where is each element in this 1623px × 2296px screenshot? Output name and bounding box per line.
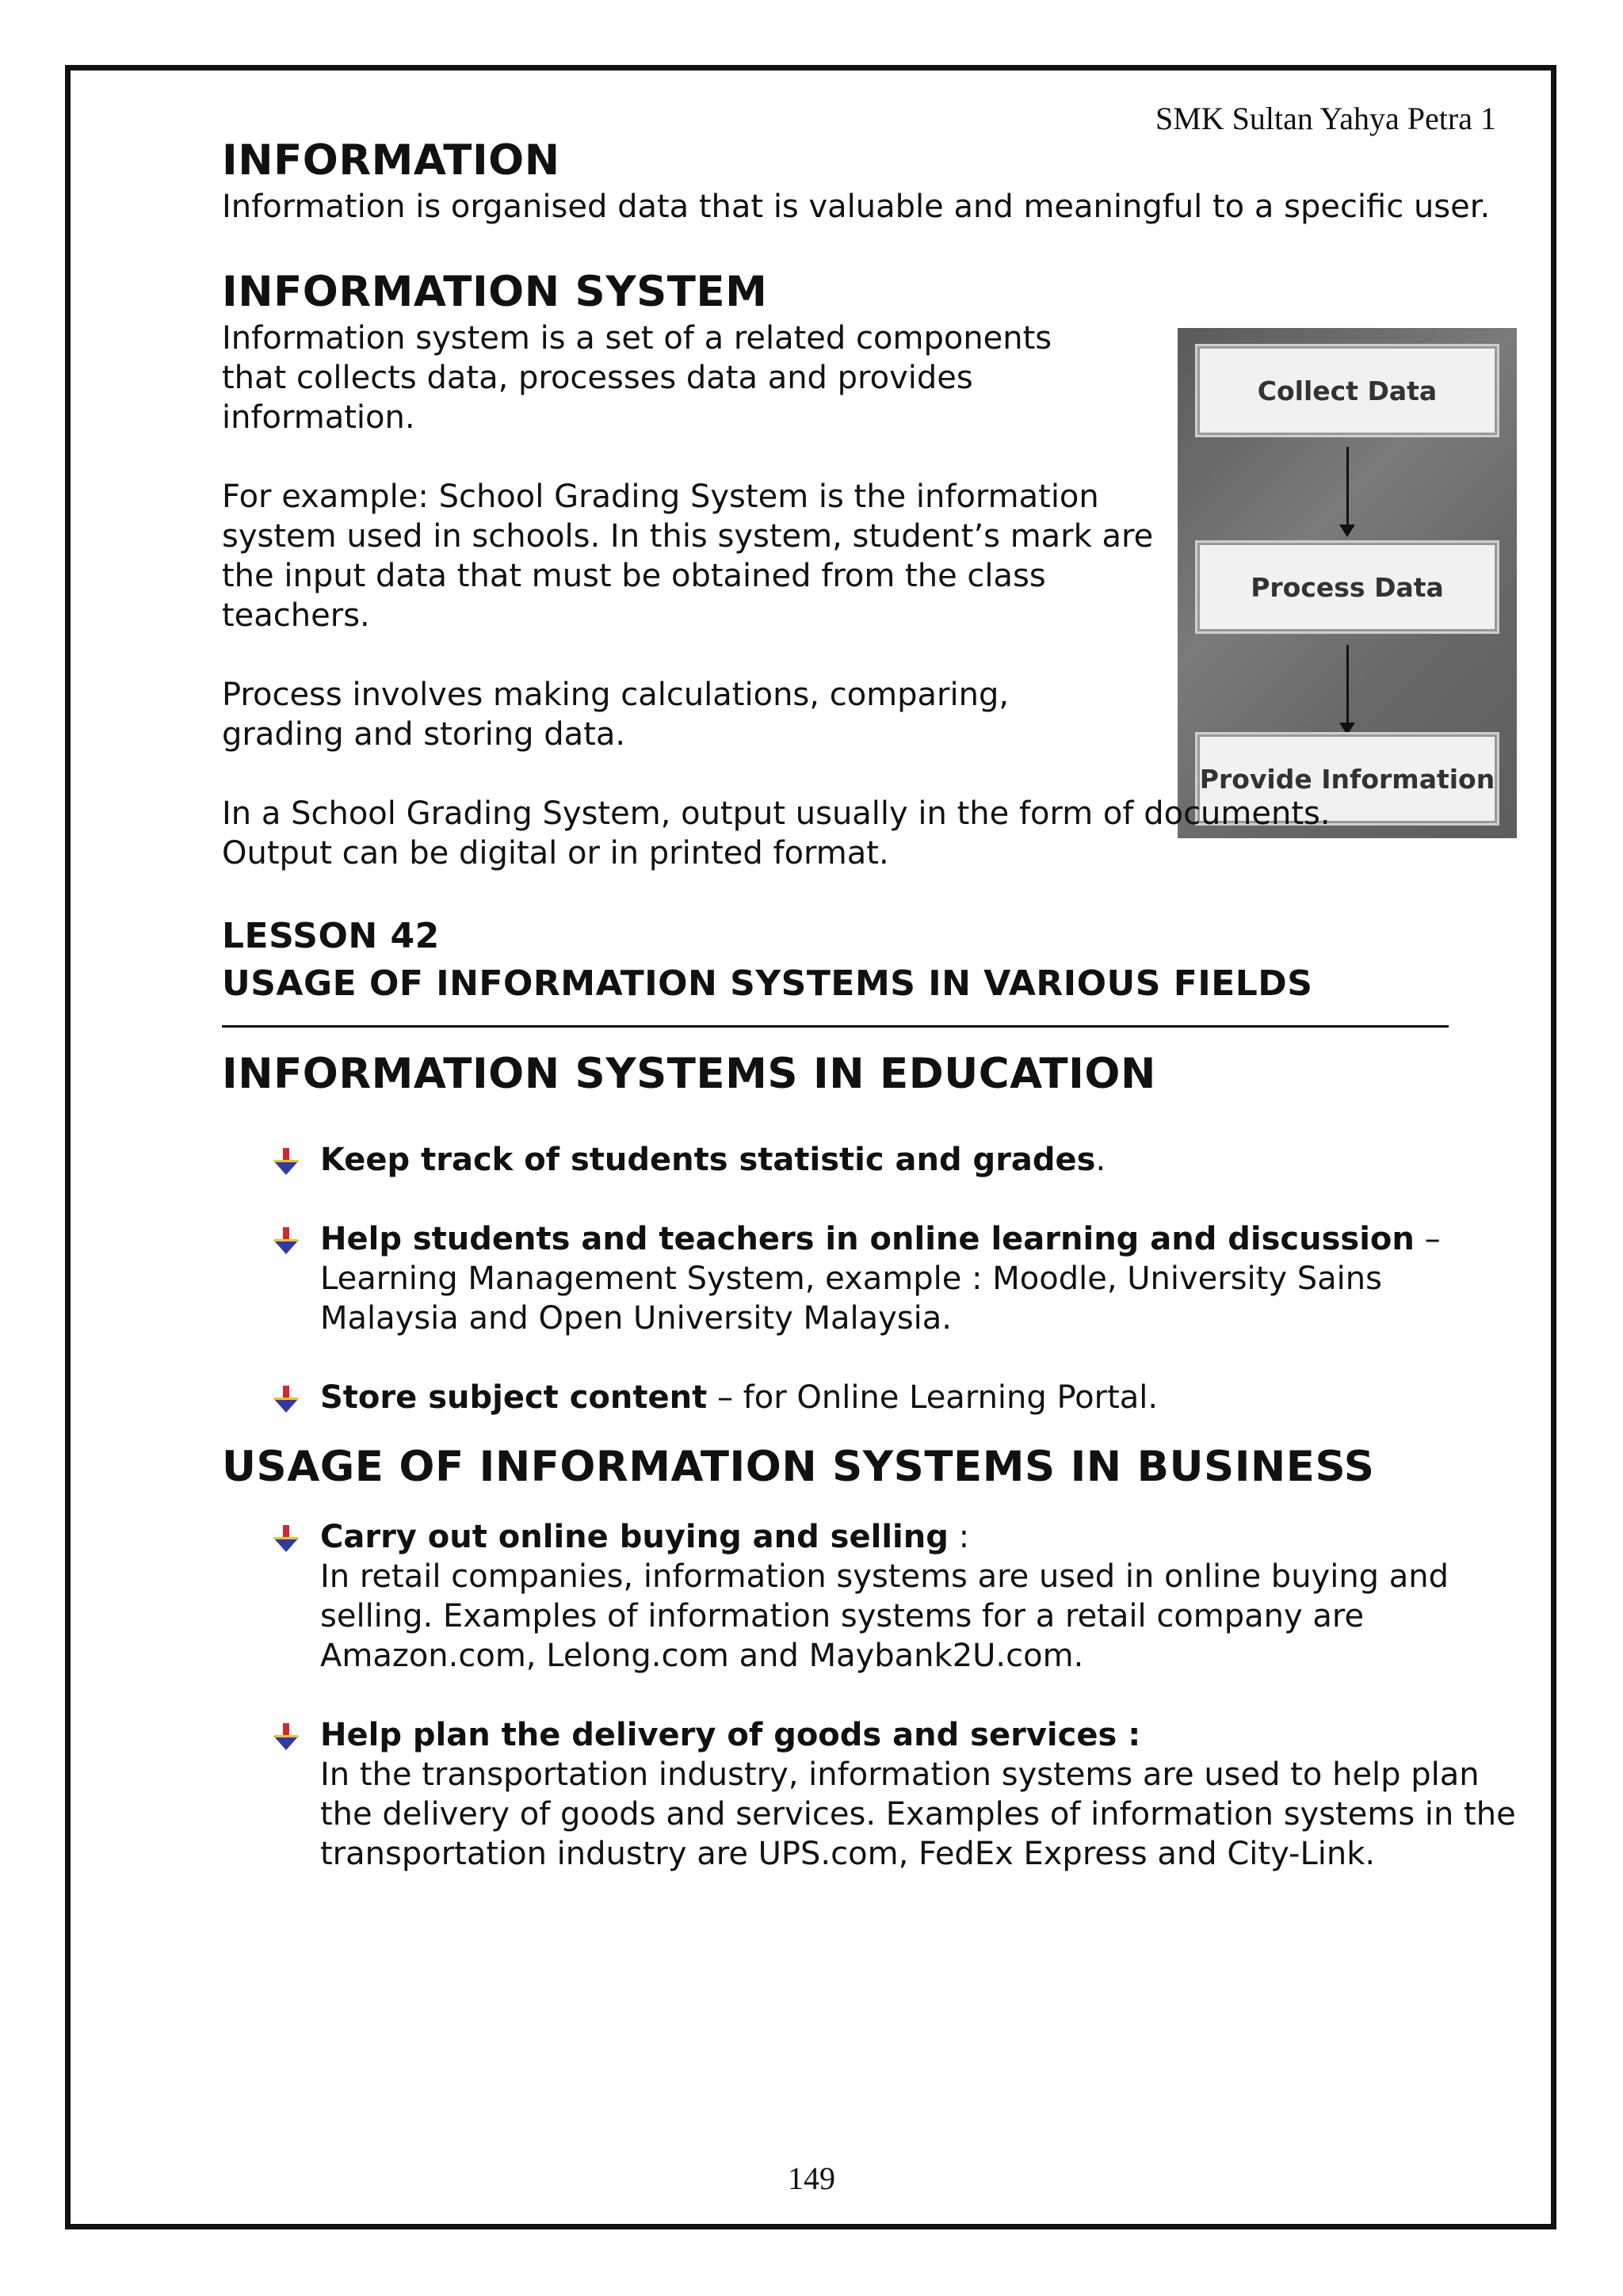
list-item bbox=[269, 1140, 1522, 1180]
lesson-title: USAGE OF INFORMATION SYSTEMS IN VARIOUS FIELDS bbox=[222, 963, 1313, 1004]
bullet-arrow-icon bbox=[269, 1720, 303, 1753]
business-item-2-body: In the transportation industry, information systems are used to help plan the delivery of goods and services. Examples of information systems in the transportation industry are UPS.com, FedEx Express and City-Link. bbox=[320, 1756, 1516, 1872]
bullet-arrow-icon bbox=[269, 1522, 303, 1555]
process-description: Process involves making calculations, comparing, grading and storing data. bbox=[222, 677, 1010, 753]
education-item-3-rest: – for Online Learning Portal. bbox=[707, 1379, 1159, 1416]
list-item bbox=[269, 1378, 1522, 1417]
lesson-number: LESSON 42 bbox=[222, 916, 440, 956]
business-heading: USAGE OF INFORMATION SYSTEMS IN BUSINESS bbox=[222, 1443, 1375, 1491]
output-description: In a School Grading System, output usually in the form of documents. Output can be digital or in printed format. bbox=[222, 795, 1331, 871]
school-grading-example: For example: School Grading System is the information system used in schools. In this system, student’s mark are the input data that must be obtained from the class teachers. bbox=[222, 479, 1154, 634]
education-item-2-rest: – Learning Management System, example : Moodle, University Sains Malaysia and Open University Malaysia. bbox=[320, 1221, 1441, 1337]
education-list bbox=[222, 1140, 1522, 1417]
business-item-2-bold: Help plan the delivery of goods and services : bbox=[320, 1717, 1141, 1753]
business-item-1-bold: Carry out online buying and selling bbox=[320, 1519, 949, 1555]
lesson-divider bbox=[222, 1025, 1449, 1028]
information-system-heading: INFORMATION SYSTEM bbox=[222, 268, 768, 316]
bullet-arrow-icon bbox=[269, 1224, 303, 1257]
business-list bbox=[222, 1517, 1522, 1874]
education-item-2-bold: Help students and teachers in online learning and discussion bbox=[320, 1221, 1415, 1257]
list-item bbox=[269, 1715, 1522, 1874]
flow-step-provide-information: Provide Information bbox=[1195, 732, 1499, 826]
education-heading: INFORMATION SYSTEMS IN EDUCATION bbox=[222, 1050, 1156, 1098]
education-item-3-bold: Store subject content bbox=[320, 1379, 708, 1416]
information-system-definition: Information system is a set of a related components that collects data, processes data and provides information. bbox=[222, 320, 1052, 436]
flow-step-collect-data: Collect Data bbox=[1195, 344, 1499, 437]
bullet-arrow-icon bbox=[269, 1145, 303, 1178]
list-item bbox=[269, 1517, 1522, 1676]
business-item-1-rest: : bbox=[948, 1519, 970, 1555]
school-header: SMK Sultan Yahya Petra 1 bbox=[1155, 101, 1496, 136]
business-item-1-body: In retail companies, information systems are used in online buying and selling. Examples of information systems for a retail company are Amazon.com, Lelong.com and Maybank2U.com. bbox=[320, 1558, 1449, 1674]
page-content bbox=[222, 135, 1522, 1874]
bullet-arrow-icon bbox=[269, 1383, 303, 1416]
list-item bbox=[269, 1219, 1522, 1338]
page-number: 149 bbox=[788, 2161, 835, 2196]
information-heading: INFORMATION bbox=[222, 136, 560, 185]
information-definition: Information is organised data that is valuable and meaningful to a specific user. bbox=[222, 189, 1491, 225]
education-item-1-rest: . bbox=[1095, 1142, 1106, 1178]
education-item-1-bold: Keep track of students statistic and grades bbox=[320, 1142, 1096, 1178]
flow-step-process-data: Process Data bbox=[1195, 540, 1499, 634]
